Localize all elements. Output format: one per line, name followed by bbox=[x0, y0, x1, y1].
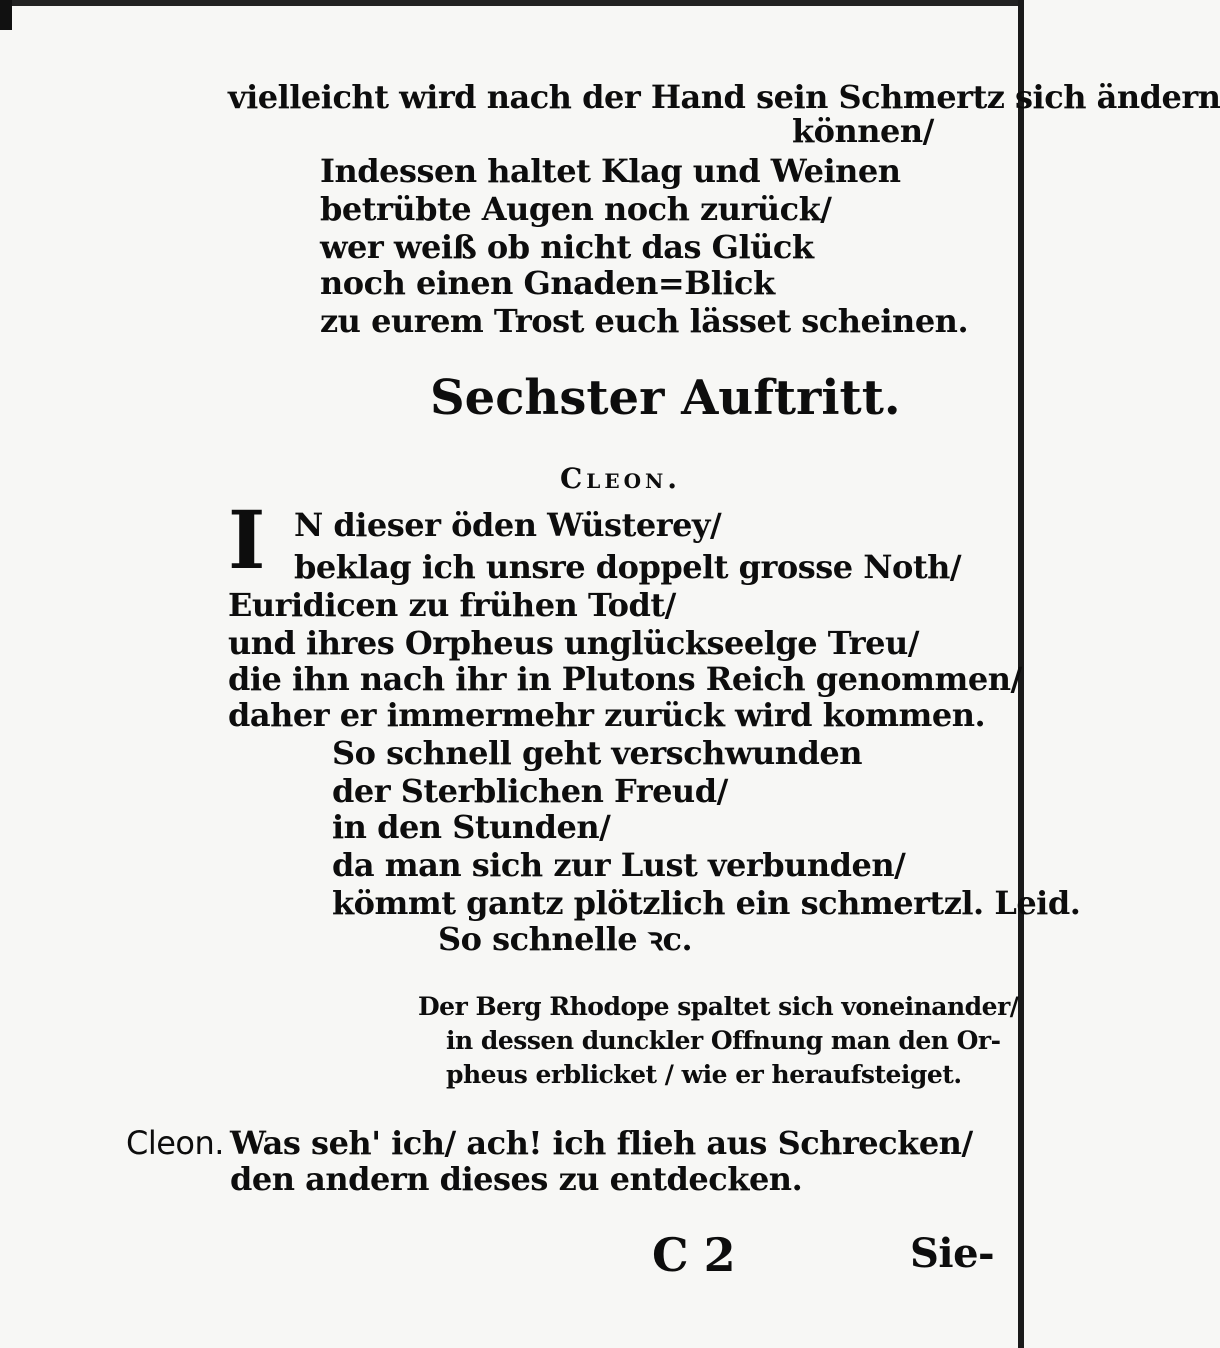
verse2-line: Euridicen zu frühen Todt/ bbox=[228, 586, 676, 624]
scan-edge-top bbox=[0, 0, 1024, 6]
aria-line: So schnell geht verschwunden bbox=[332, 734, 863, 772]
speaker-name: Cleon. bbox=[560, 462, 682, 495]
verse2-line: N dieser öden Wüsterey/ bbox=[294, 506, 722, 544]
catchword: Sie- bbox=[910, 1230, 995, 1277]
final-line: Was seh' ich/ ach! ich flieh aus Schrecken/ bbox=[230, 1124, 973, 1162]
verse2-line: die ihn nach ihr in Plutons Reich genommen/ bbox=[228, 660, 1022, 698]
stanza1-line: wer weiß ob nicht das Glück bbox=[320, 228, 814, 266]
verse2-line: beklag ich unsre doppelt grosse Noth/ bbox=[294, 548, 962, 586]
intro-line-1: vielleicht wird nach der Hand sein Schmertz sich ändern bbox=[228, 78, 1220, 116]
verse2-line: und ihres Orpheus unglückseelge Treu/ bbox=[228, 624, 919, 662]
signature-mark: C 2 bbox=[652, 1228, 736, 1282]
stanza1-line: betrübte Augen noch zurück/ bbox=[320, 190, 832, 228]
aria-line: kömmt gantz plötzlich ein schmertzl. Leid. bbox=[332, 884, 1081, 922]
verse2-line: daher er immermehr zurück wird kommen. bbox=[228, 696, 986, 734]
stage-direction-line: pheus erblicket / wie er heraufsteiget. bbox=[446, 1060, 962, 1089]
aria-line: So schnelle ꝛc. bbox=[438, 920, 693, 958]
stage-direction-line: Der Berg Rhodope spaltet sich voneinander/ bbox=[418, 992, 1019, 1021]
aria-line: in den Stunden/ bbox=[332, 808, 611, 846]
drop-cap: I bbox=[228, 493, 265, 587]
stanza1-line: noch einen Gnaden=Blick bbox=[320, 264, 775, 302]
aria-line: der Sterblichen Freud/ bbox=[332, 772, 728, 810]
stanza1-line: zu eurem Trost euch lässet scheinen. bbox=[320, 302, 969, 340]
final-speaker: Cleon. bbox=[126, 1124, 224, 1162]
intro-line-1b: können/ bbox=[792, 112, 934, 150]
scene-heading: Sechster Auftritt. bbox=[430, 370, 901, 426]
stanza1-line: Indessen haltet Klag und Weinen bbox=[320, 152, 901, 190]
aria-line: da man sich zur Lust verbunden/ bbox=[332, 846, 906, 884]
stage-direction-line: in dessen dunckler Offnung man den Or- bbox=[446, 1026, 1001, 1055]
scan-edge-left bbox=[0, 0, 12, 30]
final-line: den andern dieses zu entdecken. bbox=[230, 1160, 803, 1198]
